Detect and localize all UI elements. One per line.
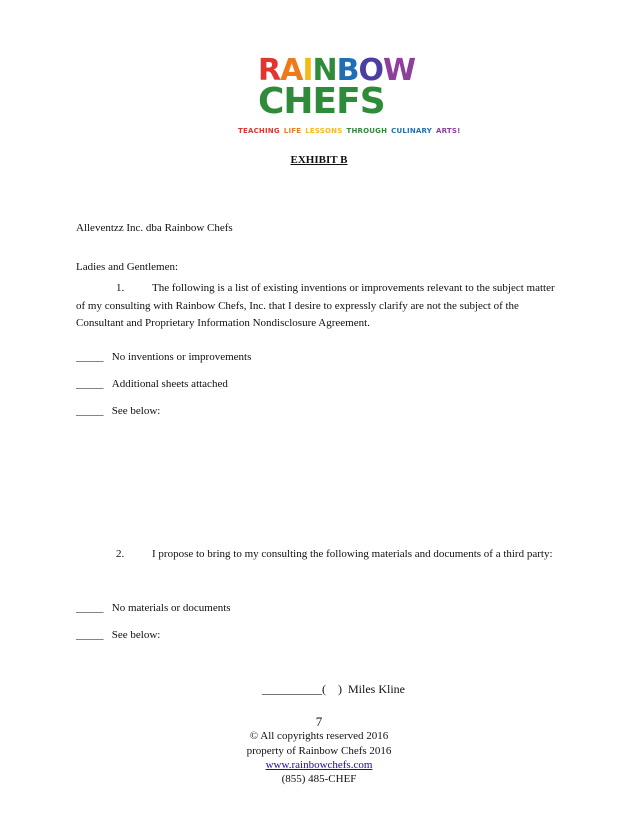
option-no-inventions bbox=[76, 350, 251, 364]
tagline-word: THROUGH bbox=[346, 127, 388, 135]
logo-letter: I bbox=[302, 53, 313, 88]
website-link[interactable]: www.rainbowchefs.com bbox=[265, 759, 373, 771]
footer-copyright: © All copyrights reserved 2016 bbox=[249, 730, 389, 742]
salutation: Ladies and Gentlemen: bbox=[76, 261, 179, 273]
tagline-word: TEACHING bbox=[238, 127, 280, 135]
signature-name: Miles Kline bbox=[348, 682, 405, 696]
option-blank: _____ bbox=[76, 405, 104, 417]
logo-chefs-text: CHEFS bbox=[258, 81, 385, 122]
addressee: Alleventzz Inc. dba Rainbow Chefs bbox=[76, 222, 233, 234]
logo-letter: O bbox=[358, 53, 383, 88]
item-2-paragraph bbox=[76, 546, 566, 564]
option-label: See below: bbox=[111, 629, 161, 641]
logo-letter: A bbox=[280, 53, 303, 88]
option-blank: _____ bbox=[76, 629, 104, 641]
signature-paren: ) bbox=[338, 682, 342, 696]
footer-phone: (855) 485-CHEF bbox=[281, 773, 357, 785]
item-1-number: 1. bbox=[116, 282, 125, 294]
footer-property: property of Rainbow Chefs 2016 bbox=[246, 745, 392, 757]
item-1-paragraph bbox=[76, 280, 566, 333]
option-blank: _____ bbox=[76, 602, 104, 614]
option-no-materials bbox=[76, 601, 231, 615]
option-label: No inventions or improvements bbox=[111, 351, 252, 363]
signature-line bbox=[262, 682, 405, 696]
item-2-number: 2. bbox=[116, 548, 125, 560]
rainbow-chefs-logo bbox=[236, 52, 461, 138]
logo-letter: R bbox=[258, 53, 281, 88]
option-label: See below: bbox=[111, 405, 161, 417]
option-additional-sheets bbox=[76, 377, 228, 391]
signature-blank: __________( bbox=[262, 682, 326, 696]
option-label: Additional sheets attached bbox=[111, 378, 228, 390]
option-blank: _____ bbox=[76, 378, 104, 390]
option-label: No materials or documents bbox=[111, 602, 231, 614]
logo-letter: N bbox=[312, 53, 337, 88]
logo-tagline bbox=[238, 126, 465, 136]
item-2-text: I propose to bring to my consulting the following materials and documents of a third party: bbox=[152, 548, 553, 560]
footer-website-row bbox=[0, 759, 638, 771]
option-see-below-1 bbox=[76, 404, 160, 418]
option-blank: _____ bbox=[76, 351, 104, 363]
option-see-below-2 bbox=[76, 628, 160, 642]
exhibit-heading: EXHIBIT B bbox=[290, 154, 348, 166]
tagline-word: ARTS! bbox=[436, 127, 461, 135]
tagline-word: CULINARY bbox=[391, 127, 432, 135]
item-1-text: The following is a list of existing inventions or improvements relevant to the subject matter of my consulting with Rainbow Chefs, Inc. that I desire to expressly clarify are not the subject of the Consultant and Proprietary Information Nondisclosure Agreement. bbox=[76, 282, 555, 329]
logo-letter: B bbox=[336, 53, 359, 88]
page-number: 7 bbox=[315, 714, 323, 729]
tagline-word: LESSONS bbox=[305, 127, 343, 135]
logo-letter: W bbox=[383, 53, 416, 88]
tagline-word: LIFE bbox=[283, 127, 302, 135]
